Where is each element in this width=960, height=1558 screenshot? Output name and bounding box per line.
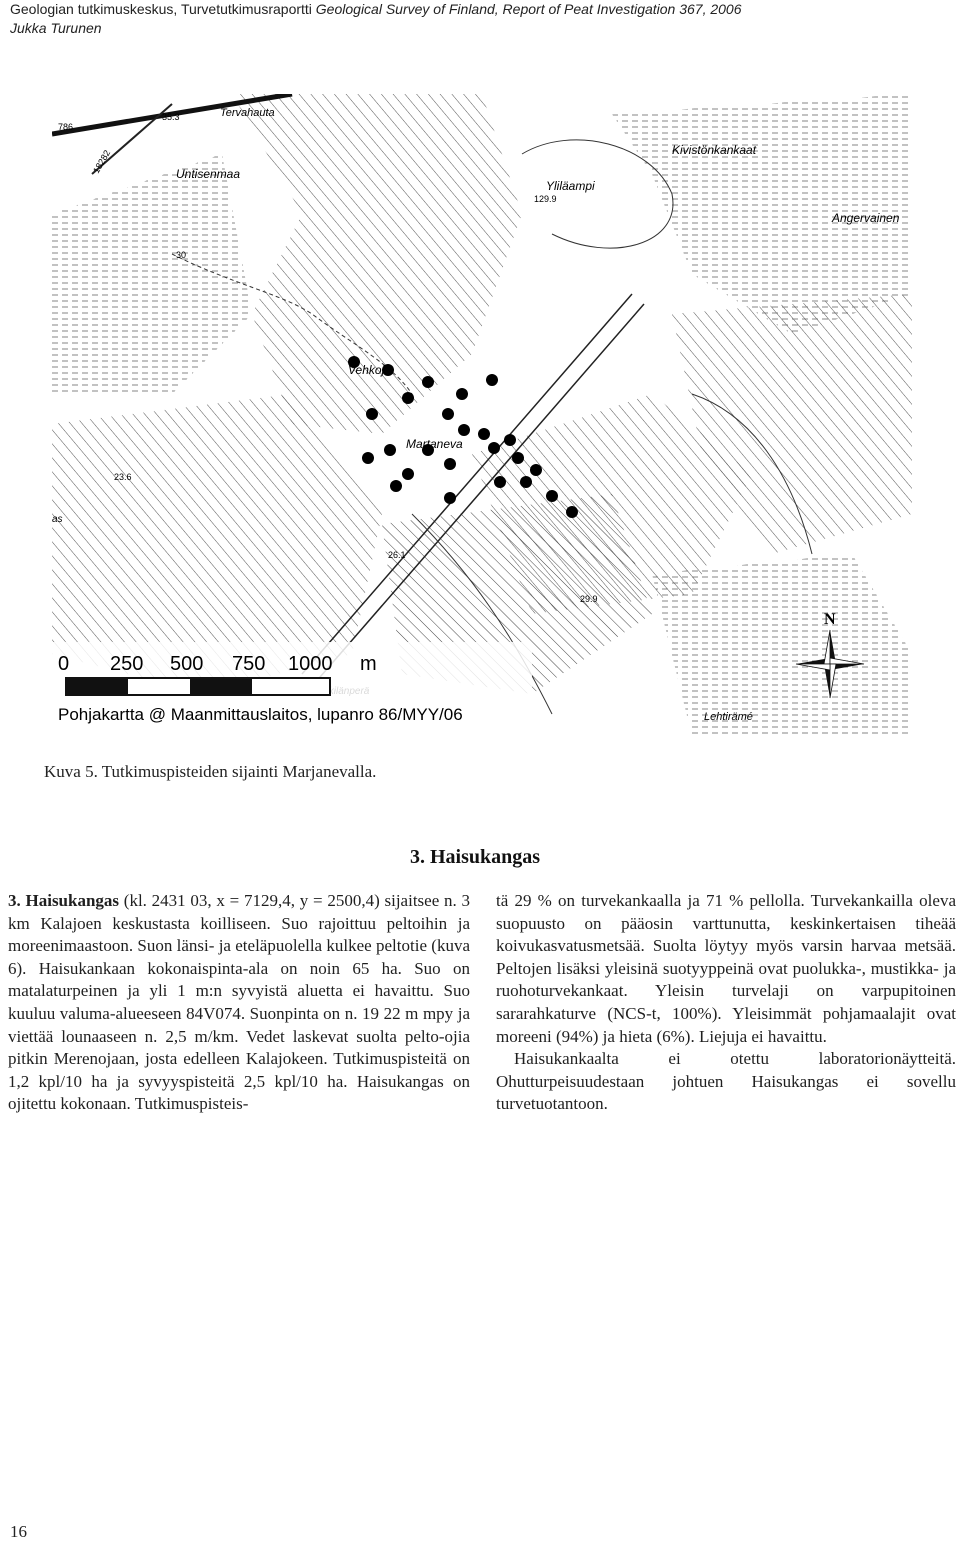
scale-label-0: 0: [58, 653, 70, 675]
study-point-marker: [512, 452, 524, 464]
north-label: N: [824, 611, 836, 628]
map-copyright: Pohjakartta @ Maanmittauslaitos, lupanro 86/MYY/06: [58, 705, 463, 724]
elevation-35-3: 35.3: [162, 112, 180, 122]
study-point-marker: [442, 408, 454, 420]
study-point-marker: [566, 506, 578, 518]
label-yliaampi: Yliläampi: [546, 179, 595, 193]
elevation-23-6: 23.6: [114, 472, 132, 482]
header-line-1: [10, 0, 742, 19]
study-point-marker: [520, 476, 532, 488]
study-point-marker: [458, 424, 470, 436]
label-lehtirame: Lehtirämé: [704, 711, 753, 723]
header-publisher: Geologian tutkimuskeskus, Turvetutkimusraportti: [10, 1, 316, 17]
scale-label-500: 500: [170, 653, 204, 675]
study-point-marker: [384, 444, 396, 456]
scale-label-m: m: [360, 653, 377, 675]
header-series: Geological Survey of Finland, Report of Peat Investigation 367, 2006: [315, 1, 742, 17]
study-point-marker: [390, 480, 402, 492]
map-canvas: [52, 94, 912, 736]
elevation-786: 786: [58, 122, 74, 132]
header-author: Jukka Turunen: [10, 20, 102, 36]
label-martaneva: Martaneva: [406, 437, 463, 451]
section-heading: 3. Haisukangas: [410, 846, 541, 868]
inline-site-name: 3. Haisukangas: [8, 891, 120, 910]
scale-bar: [66, 678, 330, 695]
scale-segment-1: [66, 678, 128, 695]
study-point-marker: [478, 428, 490, 440]
page-number: 16: [10, 1522, 27, 1541]
study-point-marker: [494, 476, 506, 488]
running-header: [10, 0, 742, 38]
label-tervahauta: Tervahauta: [220, 107, 275, 119]
study-point-marker: [444, 458, 456, 470]
paragraph-vegetation: tä 29 % on turvekankaalla ja 71 % pellolla. Turvekankailla oleva suopuusto on pääosin varttunutta, keskinkertaisen tiheää koivukasvatusmetsää. Suolta löytyy myös varsin harvaa metsää. Peltojen lisäksi yleisinä suotyyppeinä ovat puolukka-, mustikka- ja ruohoturvekankaat. Yleisin turvelaji on varpupitoinen sararahkaturve (NCS-t, 100%). Yleisimmät pohjamaalajit ovat moreeni (94%) ja hieta (6%). Liejuja ei havaittu.: [496, 891, 956, 1046]
topographic-map: [52, 94, 912, 736]
text-column-right: [496, 890, 956, 1116]
elevation-30: 30: [176, 250, 187, 260]
paragraph-intro: [8, 890, 470, 1116]
study-point-marker: [504, 434, 516, 446]
scale-label-250: 250: [110, 653, 144, 675]
study-point-marker: [486, 374, 498, 386]
study-point-marker: [402, 468, 414, 480]
elevation-129-9: 129.9: [534, 194, 557, 204]
elevation-18282: 18282: [91, 148, 113, 175]
label-as: as: [52, 514, 63, 525]
text-column-left: [8, 890, 470, 1116]
study-point-marker: [444, 492, 456, 504]
study-point-marker: [422, 376, 434, 388]
scale-label-1000: 1000: [288, 653, 333, 675]
study-point-marker: [530, 464, 542, 476]
study-point-marker: [362, 452, 374, 464]
paragraph-intro-text: (kl. 2431 03, x = 7129,4, y = 2500,4) sijaitsee n. 3 km Kalajoen keskustasta koilliseen. Suo rajoittuu peltoihin ja moreenimaastoon. Suon länsi- ja eteläpuolella kulkee peltotie (kuva 6). Haisukankaan kokonaispinta-ala on noin 65 ha. Suo on matalaturpeinen ja yli 1 m:n syvyistä aluetta ei havaittu. Suo kuuluu valuma-alueeseen 84V074. Suonpinta on n. 19 22 m mpy ja viettää lounaaseen n. 2,5 m/km. Vedet laskevat suolta pelto-ojia pitkin Merenojaan, josta edelleen Kalajokeen. Tutkimuspisteitä on 1,2 kpl/10 ha ja syvyyspisteitä 2,5 kpl/10 ha. Haisukangas on ojitettu kokonaan. Tutkimuspisteis-: [8, 891, 470, 1114]
study-point-marker: [456, 388, 468, 400]
paragraph-samples: Haisukankaalta ei otettu laboratorionäytteitä. Ohutturpeisuudestaan johtuen Haisukangas ei sovellu turvetuotantoon.: [496, 1049, 956, 1114]
mire-hatch-area-8: [652, 554, 912, 736]
elevation-29-9: 29.9: [580, 594, 598, 604]
study-point-marker: [488, 442, 500, 454]
scale-segment-3: [190, 678, 252, 695]
mire-hatch-area-1: [232, 94, 522, 434]
figure-caption: Kuva 5. Tutkimuspisteiden sijainti Marjanevalla.: [44, 762, 377, 781]
label-vehkoja: Vehkoja: [348, 363, 391, 377]
study-point-marker: [546, 490, 558, 502]
label-untisenmaa: Untisenmaa: [176, 167, 241, 181]
scale-label-750: 750: [232, 653, 266, 675]
label-kivistonkankaat: Kivistönkankaat: [672, 143, 757, 157]
study-point-marker: [402, 392, 414, 404]
elevation-26-1: 26.1: [388, 550, 406, 560]
study-point-marker: [366, 408, 378, 420]
mire-hatch-area-6: [52, 154, 252, 394]
label-angervainen: Angervainen: [832, 211, 900, 225]
